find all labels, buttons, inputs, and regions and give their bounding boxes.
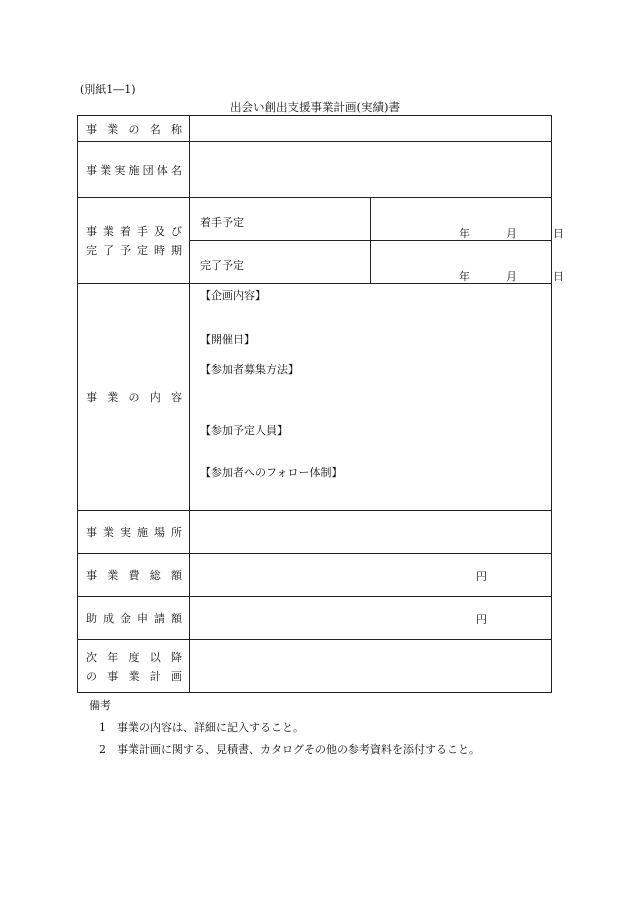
note-item: 2 事業計画に関する、見積書、カタログその他の参考資料を添付すること。 <box>99 743 480 756</box>
content-item-followup: 【参加者へのフォロー体制】 <box>200 466 343 479</box>
label-char: 名 <box>149 122 161 136</box>
label-char: 事 <box>107 669 119 683</box>
label-char: 時 <box>154 244 165 257</box>
label-location <box>78 511 190 554</box>
label-char: 業 <box>128 669 140 683</box>
day-label: 日 <box>553 270 564 283</box>
content-item-date: 【開催日】 <box>200 333 255 346</box>
label-char: 業 <box>103 526 114 539</box>
row-content <box>78 284 552 511</box>
day-label: 日 <box>553 227 564 240</box>
label-char: 計 <box>149 669 161 683</box>
label-char: 実 <box>120 526 131 539</box>
label-project-name <box>78 116 190 142</box>
label-char: 次 <box>86 650 97 664</box>
label-content <box>78 284 190 511</box>
label-char: 完 <box>86 244 97 257</box>
month-label: 月 <box>506 270 517 283</box>
label-schedule <box>78 198 190 284</box>
notes-heading: 備考 <box>89 699 111 712</box>
row-schedule-start <box>78 198 552 241</box>
label-char: 体 <box>156 163 168 177</box>
label-char: 名 <box>170 163 182 177</box>
field-organization[interactable] <box>190 142 552 198</box>
label-char: 施 <box>128 163 140 177</box>
month-label: 月 <box>506 227 517 240</box>
label-char: 度 <box>128 650 140 664</box>
field-total-cost[interactable] <box>190 554 552 597</box>
label-char: 団 <box>142 163 154 177</box>
form-reference: (別紙1―1) <box>80 83 136 96</box>
label-char: 定 <box>137 244 148 257</box>
content-item-participants: 【参加予定人員】 <box>200 424 288 437</box>
label-char: 所 <box>171 526 182 539</box>
label-char: 請 <box>154 612 165 625</box>
field-next-year[interactable] <box>190 640 552 693</box>
field-project-name[interactable] <box>190 116 552 142</box>
label-char: 額 <box>171 569 182 582</box>
label-char: 金 <box>120 612 131 625</box>
content-item-plan: 【企画内容】 <box>200 289 266 302</box>
label-char: 業 <box>107 391 119 404</box>
row-grant-amount <box>78 597 552 640</box>
row-total-cost <box>78 554 552 597</box>
label-char: 年 <box>107 650 119 664</box>
label-char: 費 <box>128 569 140 582</box>
label-char: 事 <box>86 569 97 582</box>
label-char: 申 <box>137 612 148 625</box>
label-char: 総 <box>149 569 161 582</box>
row-next-year <box>78 640 552 693</box>
yen-unit: 円 <box>476 613 487 626</box>
note-item: 1 事業の内容は、詳細に記入すること。 <box>99 721 304 734</box>
row-location <box>78 511 552 554</box>
label-grant-amount <box>78 597 190 640</box>
label-char: 以 <box>149 650 161 664</box>
row-organization <box>78 142 552 198</box>
label-total-cost <box>78 554 190 597</box>
year-label: 年 <box>459 270 470 283</box>
label-char: 業 <box>103 225 114 238</box>
label-char: 場 <box>154 526 165 539</box>
label-start-planned: 着手予定 <box>190 198 371 241</box>
label-char: 業 <box>100 163 112 177</box>
label-char: 業 <box>107 569 119 582</box>
label-char: 実 <box>114 163 126 177</box>
yen-unit: 円 <box>476 570 487 583</box>
label-char: 称 <box>171 122 182 136</box>
label-char: び <box>171 225 182 238</box>
label-organization <box>78 142 190 198</box>
label-next-year <box>78 640 190 693</box>
content-item-recruitment: 【参加者募集方法】 <box>200 363 299 376</box>
label-end-planned: 完了予定 <box>190 241 371 284</box>
notes <box>89 697 480 763</box>
label-char: 手 <box>137 225 148 238</box>
field-content[interactable] <box>190 284 552 511</box>
plan-form-table <box>77 115 564 693</box>
label-char: 事 <box>86 163 97 177</box>
field-end-date[interactable] <box>371 241 564 284</box>
year-label: 年 <box>459 227 470 240</box>
document-title: 出会い創出支援事業計画(実績)書 <box>230 100 400 114</box>
label-char: 助 <box>86 612 97 625</box>
field-location[interactable] <box>190 511 552 554</box>
label-char: 降 <box>171 650 182 664</box>
row-project-name <box>78 116 552 142</box>
label-char: 了 <box>103 244 114 257</box>
label-char: の <box>86 669 97 683</box>
label-char: 容 <box>171 391 182 404</box>
field-grant-amount[interactable] <box>190 597 552 640</box>
label-char: 事 <box>86 122 97 136</box>
label-char: 期 <box>171 244 182 257</box>
label-char: 業 <box>107 122 119 136</box>
label-char: 予 <box>120 244 131 257</box>
label-char: 事 <box>86 225 97 238</box>
label-char: 内 <box>149 391 161 404</box>
label-char: 額 <box>171 612 182 625</box>
label-char: 着 <box>120 225 131 238</box>
label-char: 及 <box>154 225 165 238</box>
label-char: の <box>128 391 140 404</box>
label-char: 事 <box>86 526 97 539</box>
label-char: 画 <box>171 669 182 683</box>
field-start-date[interactable] <box>371 198 564 241</box>
label-char: 事 <box>86 391 97 404</box>
label-char: 施 <box>137 526 148 539</box>
label-char: の <box>128 122 140 136</box>
label-char: 成 <box>103 612 114 625</box>
